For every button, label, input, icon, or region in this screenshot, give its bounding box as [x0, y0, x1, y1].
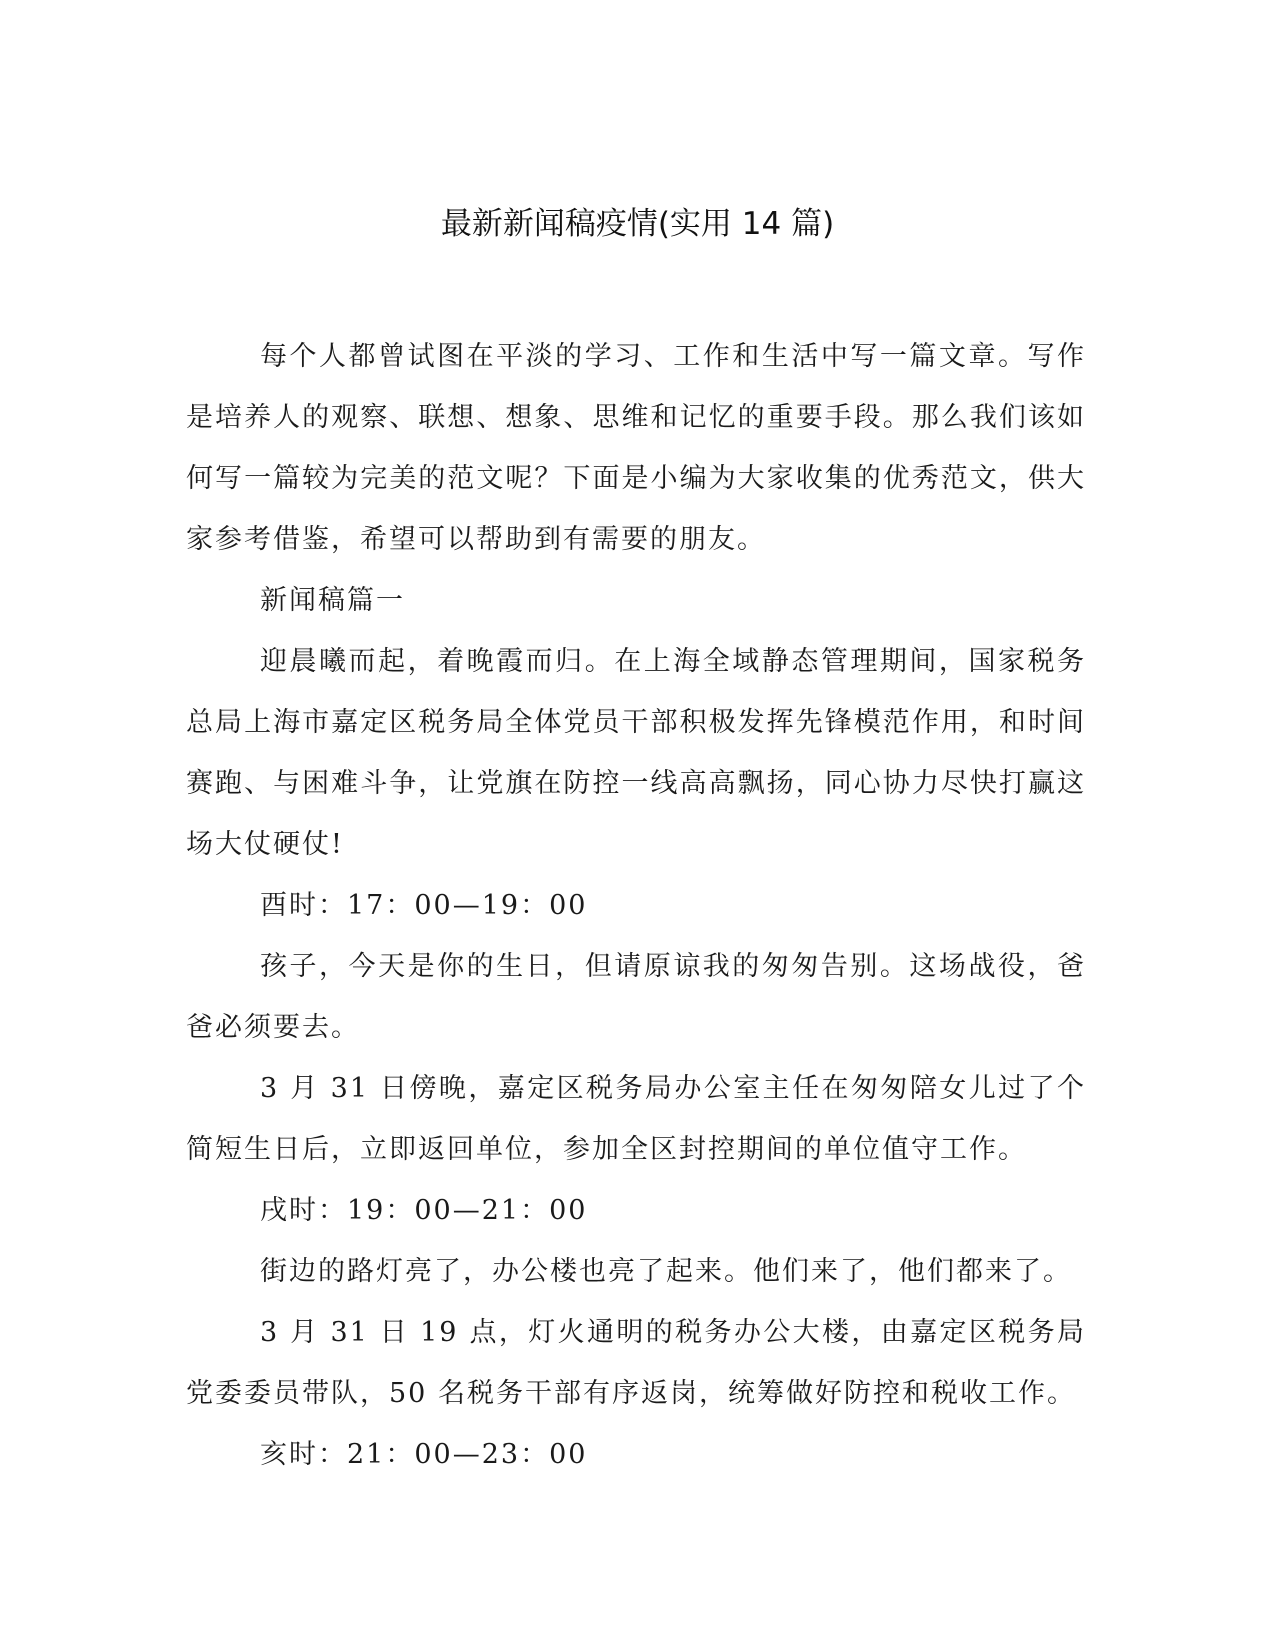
body-paragraph: 街边的路灯亮了，办公楼也亮了起来。他们来了，他们都来了。: [260, 1256, 1072, 1287]
document-body: [186, 326, 1086, 1485]
time-heading: 戌时：19：00—21：00: [260, 1195, 588, 1226]
body-paragraph: 3 月 31 日 19 点，灯火通明的税务办公大楼，由嘉定区税务局党委委员带队，50 名税务干部有序返岗，统筹做好防控和税收工作。: [186, 1317, 1086, 1409]
time-heading: 亥时：21：00—23：00: [260, 1439, 588, 1470]
time-heading: 酉时：17：00—19：00: [260, 890, 588, 921]
document-title: 最新新闻稿疫情(实用 14 篇): [440, 206, 835, 242]
body-paragraph: 迎晨曦而起，着晚霞而归。在上海全域静态管理期间，国家税务总局上海市嘉定区税务局全体党员干部积极发挥先锋模范作用，和时间赛跑、与困难斗争，让党旗在防控一线高高飘扬，同心协力尽快打赢这场大仗硬仗!: [186, 646, 1086, 860]
intro-paragraph: 每个人都曾试图在平淡的学习、工作和生活中写一篇文章。写作是培养人的观察、联想、想象、思维和记忆的重要手段。那么我们该如何写一篇较为完美的范文呢？下面是小编为大家收集的优秀范文，供大家参考借鉴，希望可以帮助到有需要的朋友。: [186, 341, 1086, 555]
body-paragraph: 孩子，今天是你的生日，但请原谅我的匆匆告别。这场战役，爸爸必须要去。: [186, 951, 1086, 1043]
section-heading: 新闻稿篇一: [260, 585, 405, 616]
body-paragraph: 3 月 31 日傍晚，嘉定区税务局办公室主任在匆匆陪女儿过了个简短生日后，立即返回单位，参加全区封控期间的单位值守工作。: [186, 1073, 1086, 1165]
